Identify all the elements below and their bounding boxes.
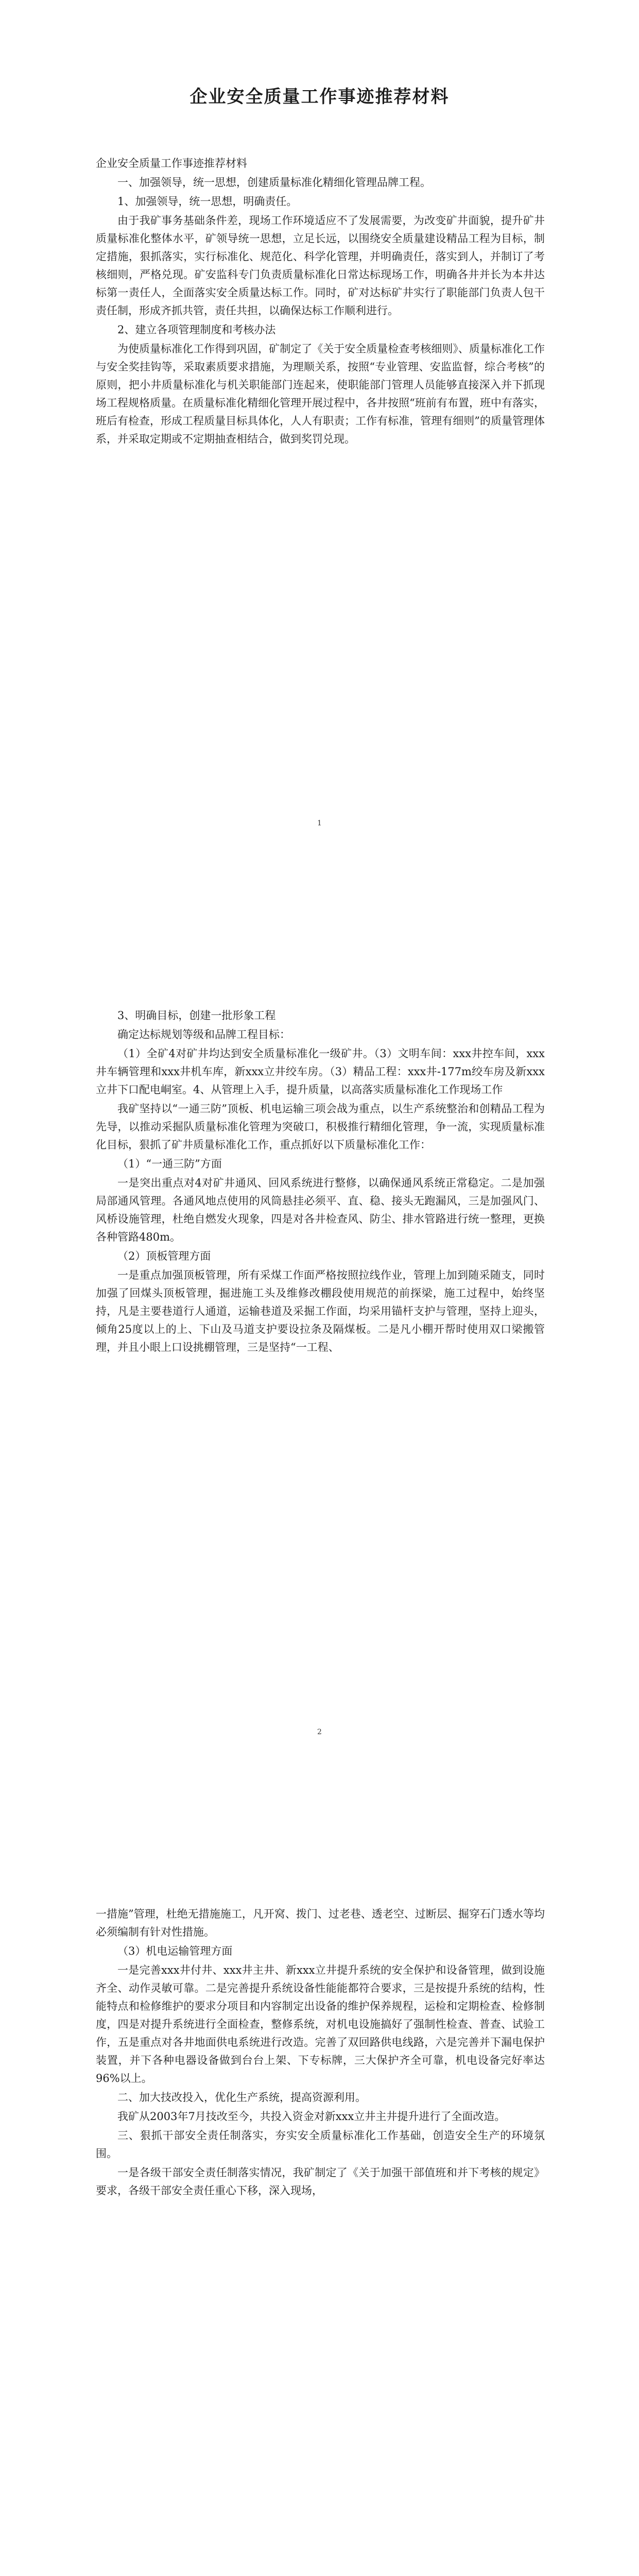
page-1-content bbox=[96, 155, 545, 449]
paragraph: （2）顶板管理方面 bbox=[117, 1250, 211, 1262]
paragraph: 一是突出重点对4对矿井通风、回风系统进行整修，以确保通风系统正常稳定。二是加强局部通风管理。各通风地点使用的风筒悬挂必须平、直、稳、接头无跑漏风，三是加强风门、风桥设施管理，杜绝自燃发火现象，四是对各井检查风、防尘、排水管路进行统一整理，更换各种管路480m。 bbox=[96, 1177, 545, 1243]
paragraph: 3、明确目标，创建一批形象工程 bbox=[117, 1009, 276, 1022]
page-3-content bbox=[96, 1905, 545, 2201]
paragraph: 三、狠抓干部安全责任制落实，夯实安全质量标准化工作基础，创造安全生产的环境氛围。 bbox=[96, 2129, 545, 2160]
paragraph: 1、加强领导，统一思想，明确责任。 bbox=[117, 195, 298, 208]
page-2-content bbox=[96, 1007, 545, 1358]
paragraph: 2、建立各项管理制度和考核办法 bbox=[117, 324, 276, 336]
paragraph: 为使质量标准化工作得到巩固，矿制定了《关于安全质量检查考核细则》、质量标准化工作与安全奖挂钩等，采取素质要求措施，为理顺关系，按照“专业管理、安监监督，综合考核”的原则，把小井质量标准化与机关职能部门连起来，使职能部门管理人员能够直接深入并下抓现场工程规格质量。在质量标准化精细化管理开展过程中，各井按照“班前有布置，班中有落实，班后有检查，形成工程质量目标具体化，人人有职责；工作有标准，管理有细则”的质量管理体系，并采取定期或不定期抽查相结合，做到奖罚兑现。 bbox=[96, 343, 545, 445]
page-1 bbox=[0, 0, 639, 904]
paragraph: 二、加大技改投入，优化生产系统，提高资源利用。 bbox=[117, 2091, 366, 2104]
paragraph: （1）“一通三防”方面 bbox=[117, 1158, 222, 1170]
paragraph: （1）全矿4对矿井均达到安全质量标准化一级矿井。（3）文明车间：xxx井控车间，xxx井车辆管理和xxx井机车库，新xxx立井绞车房。（3）精品工程：xxx井-177m绞车房及新xxx立井下口配电峒室。4、从管理上入手，提升质量，以高落实质量标准化工作现场工作 bbox=[96, 1047, 545, 1096]
paragraph: 我矿坚持以“一通三防”顶板、机电运输三项会战为重点，以生产系统整治和创精品工程为先导，以推动采掘队质量标准化管理为突破口，积极推行精细化管理，争一流，实现质量标准化目标，狠抓了矿井质量标准化工作，重点抓好以下质量标准化工作： bbox=[96, 1103, 545, 1151]
page-number: 2 bbox=[317, 1728, 322, 1736]
paragraph: 一是各级干部安全责任制落实情况，我矿制定了《关于加强干部值班和并下考核的规定》要求，各级干部安全责任重心下移，深入现场， bbox=[96, 2166, 545, 2197]
paragraph: 一是重点加强顶板管理，所有采煤工作面严格按照拉线作业，管理上加到随采随支，同时加强了回煤头顶板管理，掘进施工头及维修改棚段使用规范的前探梁，施工过程中，始终坚持，凡是主要巷道行人通道，运输巷道及采掘工作面，均采用锚杆支护与管理，坚持上迎头，倾角25度以上的上、下山及马道支护要设拉条及隔煤板。二是凡小棚开帮时使用双口梁搬管理，并且小眼上口设挑棚管理，三是坚持“一工程、 bbox=[96, 1269, 545, 1353]
paragraph: 我矿从2003年7月技改至今，共投入资金对新xxx立井主井提升进行了全面改造。 bbox=[117, 2110, 506, 2123]
paragraph: 一措施”管理，杜绝无措施施工，凡开窝、拨门、过老巷、透老空、过断层、掘穿石门透水等均必须编制有针对性措施。 bbox=[96, 1908, 545, 1938]
page-2 bbox=[0, 904, 639, 1807]
paragraph: 一、加强领导，统一思想，创建质量标准化精细化管理品牌工程。 bbox=[117, 176, 431, 189]
page-3 bbox=[0, 1807, 639, 2576]
document-title: 企业安全质量工作事迹推荐材料 bbox=[189, 87, 450, 107]
page-number: 1 bbox=[317, 819, 322, 827]
paragraph: 一是完善xxx井付井、xxx井主井、新xxx立井提升系统的安全保护和设备管理，做到设施齐全、动作灵敏可靠。二是完善提升系统设备性能能都符合要求，三是按提升系统的结构，性能特点和检修维护的要求分项目和内容制定出设备的维护保养规程，运检和定期检查、检修制度，四是对提升系统进行全面检查，整修系统，对机电设施搞好了强制性检查、普查、试验工作，五是重点对各井地面供电系统进行改造。完善了双回路供电线路，六是完善并下漏电保护装置，并下各种电器设备做到台台上架、下专标牌，三大保护齐全可靠，机电设备完好率达96%以上。 bbox=[96, 1964, 545, 2084]
paragraph: 确定达标规划等级和品牌工程目标： bbox=[117, 1028, 290, 1041]
paragraph: （3）机电运输管理方面 bbox=[117, 1945, 233, 1957]
paragraph: 企业安全质量工作事迹推荐材料 bbox=[96, 157, 247, 170]
paragraph: 由于我矿事务基础条件差，现场工作环境适应不了发展需要，为改变矿井面貌，提升矿井质量标准化整体水平，矿领导统一思想，立足长远，以围绕安全质量建设精品工程为目标，制定措施，狠抓落实，实行标准化、规范化、科学化管理，并明确责任，落实到人，并制订了考核细则，严格兑现。矿安监科专门负责质量标准化日常达标现场工作，明确各井并长为本井达标第一责任人，全面落实安全质量达标工作。同时，矿对达标矿井实行了职能部门负责人包干责任制，形成齐抓共管，责任共担，以确保达标工作顺利进行。 bbox=[96, 214, 545, 317]
